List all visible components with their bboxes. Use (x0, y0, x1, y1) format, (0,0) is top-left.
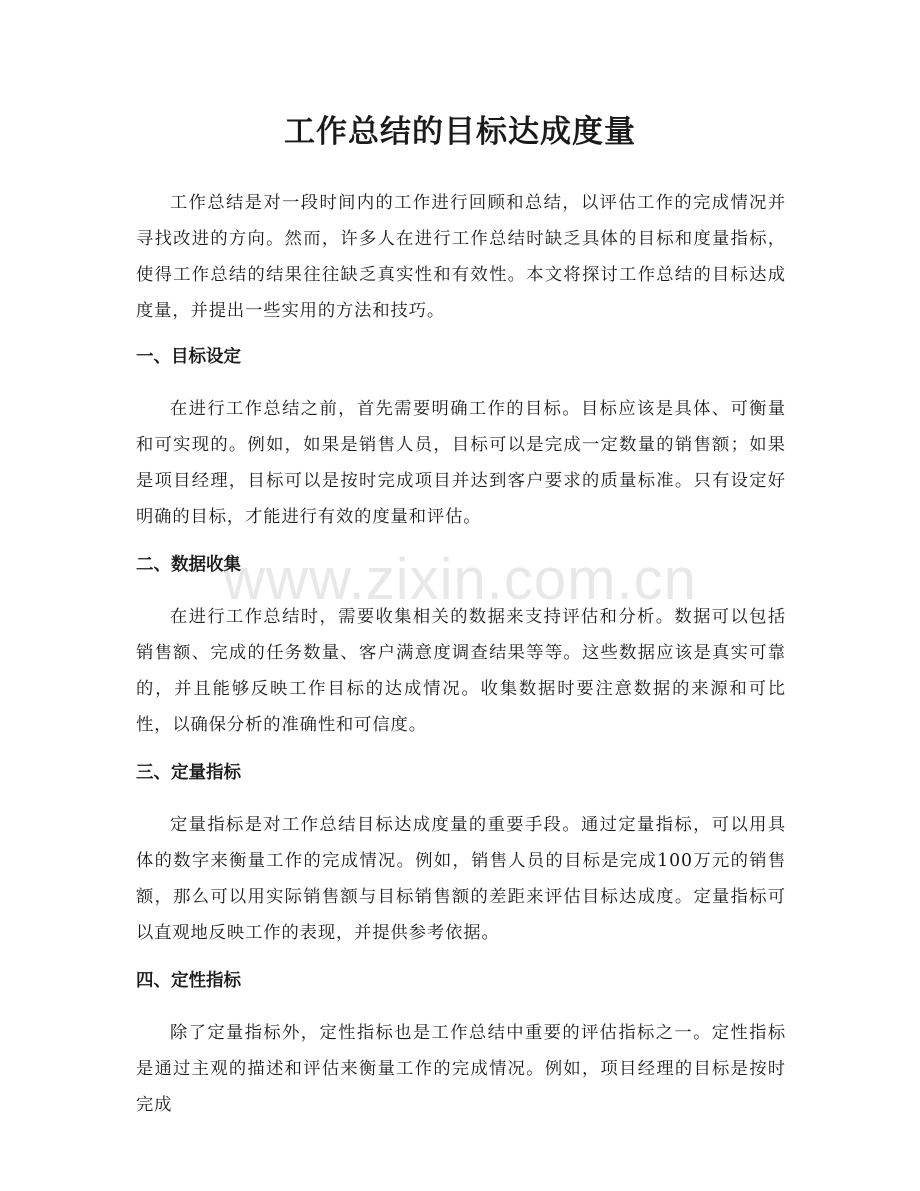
document-title: 工作总结的目标达成度量 (284, 114, 636, 150)
section-body-qualitative: 除了定量指标外，定性指标也是工作总结中重要的评估指标之一。定性指标是通过主观的描述和评估来衡量工作的完成情况。例如，项目经理的目标是按时完成 (136, 1023, 786, 1115)
section-heading-qualitative: 四、定性指标 (136, 971, 241, 991)
section-heading-goal-setting: 一、目标设定 (136, 347, 241, 367)
section-body-goal-setting: 在进行工作总结之前，首先需要明确工作的目标。目标应该是具体、可衡量和可实现的。例如，如果是销售人员，目标可以是完成一定数量的销售额；如果是项目经理，目标可以是按时完成项目并达到客户要求的质量标准。只有设定好明确的目标，才能进行有效的度量和评估。 (136, 399, 786, 527)
watermark: www.zixin.com.cn (223, 547, 697, 612)
intro-paragraph: 工作总结是对一段时间内的工作进行回顾和总结，以评估工作的完成情况并寻找改进的方向。然而，许多人在进行工作总结时缺乏具体的目标和度量指标，使得工作总结的结果往往缺乏真实性和有效性。本文将探讨工作总结的目标达成度量，并提出一些实用的方法和技巧。 (136, 193, 786, 321)
section-heading-quantitative: 三、定量指标 (136, 763, 241, 783)
section-heading-data-collection: 二、数据收集 (136, 555, 241, 575)
section-body-data-collection: 在进行工作总结时，需要收集相关的数据来支持评估和分析。数据可以包括销售额、完成的任务数量、客户满意度调查结果等等。这些数据应该是真实可靠的，并且能够反映工作目标的达成情况。收集数据时要注意数据的来源和可比性，以确保分析的准确性和可信度。 (136, 607, 786, 735)
section-body-quantitative: 定量指标是对工作总结目标达成度量的重要手段。通过定量指标，可以用具体的数字来衡量工作的完成情况。例如，销售人员的目标是完成100万元的销售额，那么可以用实际销售额与目标销售额的差距来评估目标达成度。定量指标可以直观地反映工作的表现，并提供参考依据。 (136, 815, 786, 943)
